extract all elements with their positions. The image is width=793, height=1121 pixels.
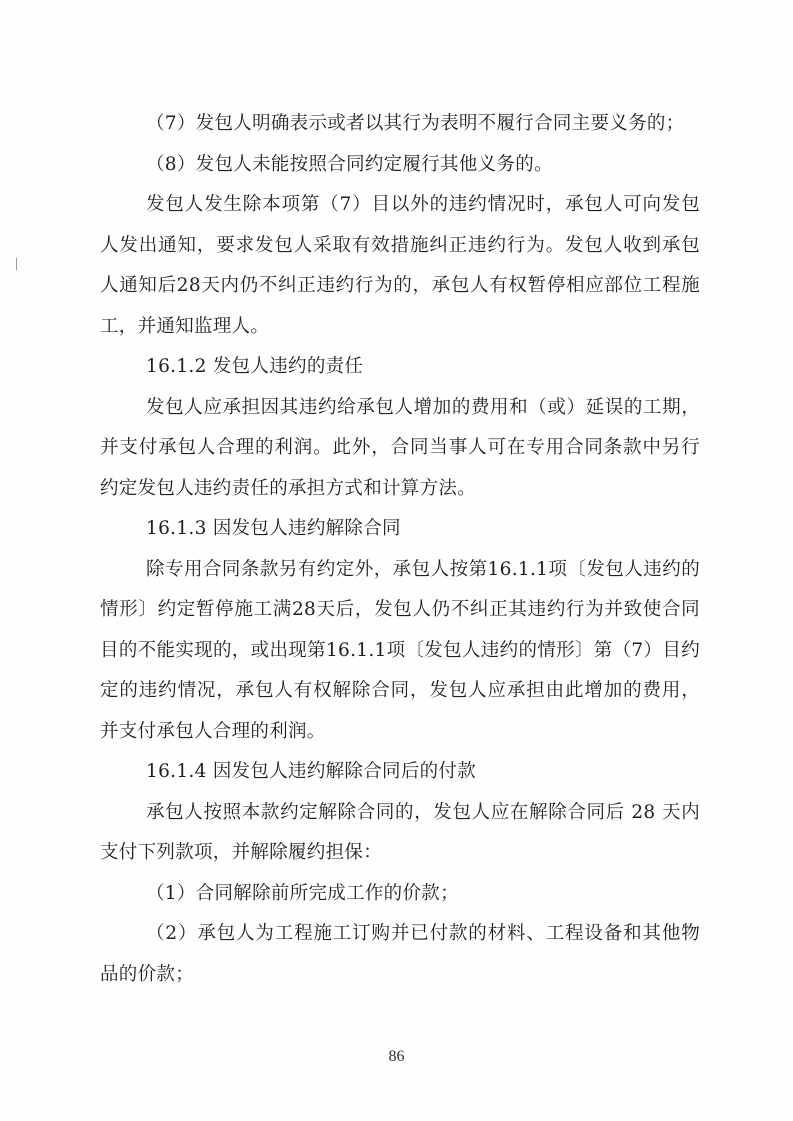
page-number: 86 [388, 1048, 405, 1065]
payment-item-2: （2）承包人为工程施工订购并已付款的材料、工程设备和其他物品的价款； [100, 923, 700, 985]
section-heading-16-1-2: 16.1.2 发包人违约的责任 [146, 356, 364, 377]
payment-item-1: （1）合同解除前所完成工作的价款； [146, 882, 459, 904]
document-body [100, 104, 700, 995]
clause-item-8: （8）发包人未能按照合同约定履行其他义务的。 [146, 153, 553, 175]
section-heading-16-1-4: 16.1.4 因发包人违约解除合同后的付款 [146, 761, 477, 782]
clause-paragraph-notice: 发包人发生除本项第（7）目以外的违约情况时，承包人可向发包人发出通知，要求发包人采取有效措施纠正违约行为。发包人收到承包人通知后28天内仍不纠正违约行为的，承包人有权暂停相应部位工程施工，并通知监理人。 [100, 194, 700, 337]
clause-paragraph-liability: 发包人应承担因其违约给承包人增加的费用和（或）延误的工期，并支付承包人合理的利润。此外，合同当事人可在专用合同条款中另行约定发包人违约责任的承担方式和计算方法。 [100, 396, 700, 499]
section-heading-16-1-3: 16.1.3 因发包人违约解除合同 [146, 518, 401, 539]
clause-item-7: （7）发包人明确表示或者以其行为表明不履行合同主要义务的； [146, 113, 685, 134]
clause-paragraph-payment: 承包人按照本款约定解除合同的，发包人应在解除合同后 28 天内支付下列款项，并解除履约担保： [100, 801, 700, 863]
margin-mark [16, 258, 17, 270]
clause-paragraph-termination: 除专用合同条款另有约定外，承包人按第16.1.1项〔发包人违约的情形〕约定暂停施工满28天后，发包人仍不纠正其违约行为并致使合同目的不能实现的，或出现第16.1.1项〔发包人违约的情形〕第（7）目约定的违约情况，承包人有权解除合同，发包人应承担由此增加的费用，并支付承包人合理的利润。 [100, 558, 700, 742]
